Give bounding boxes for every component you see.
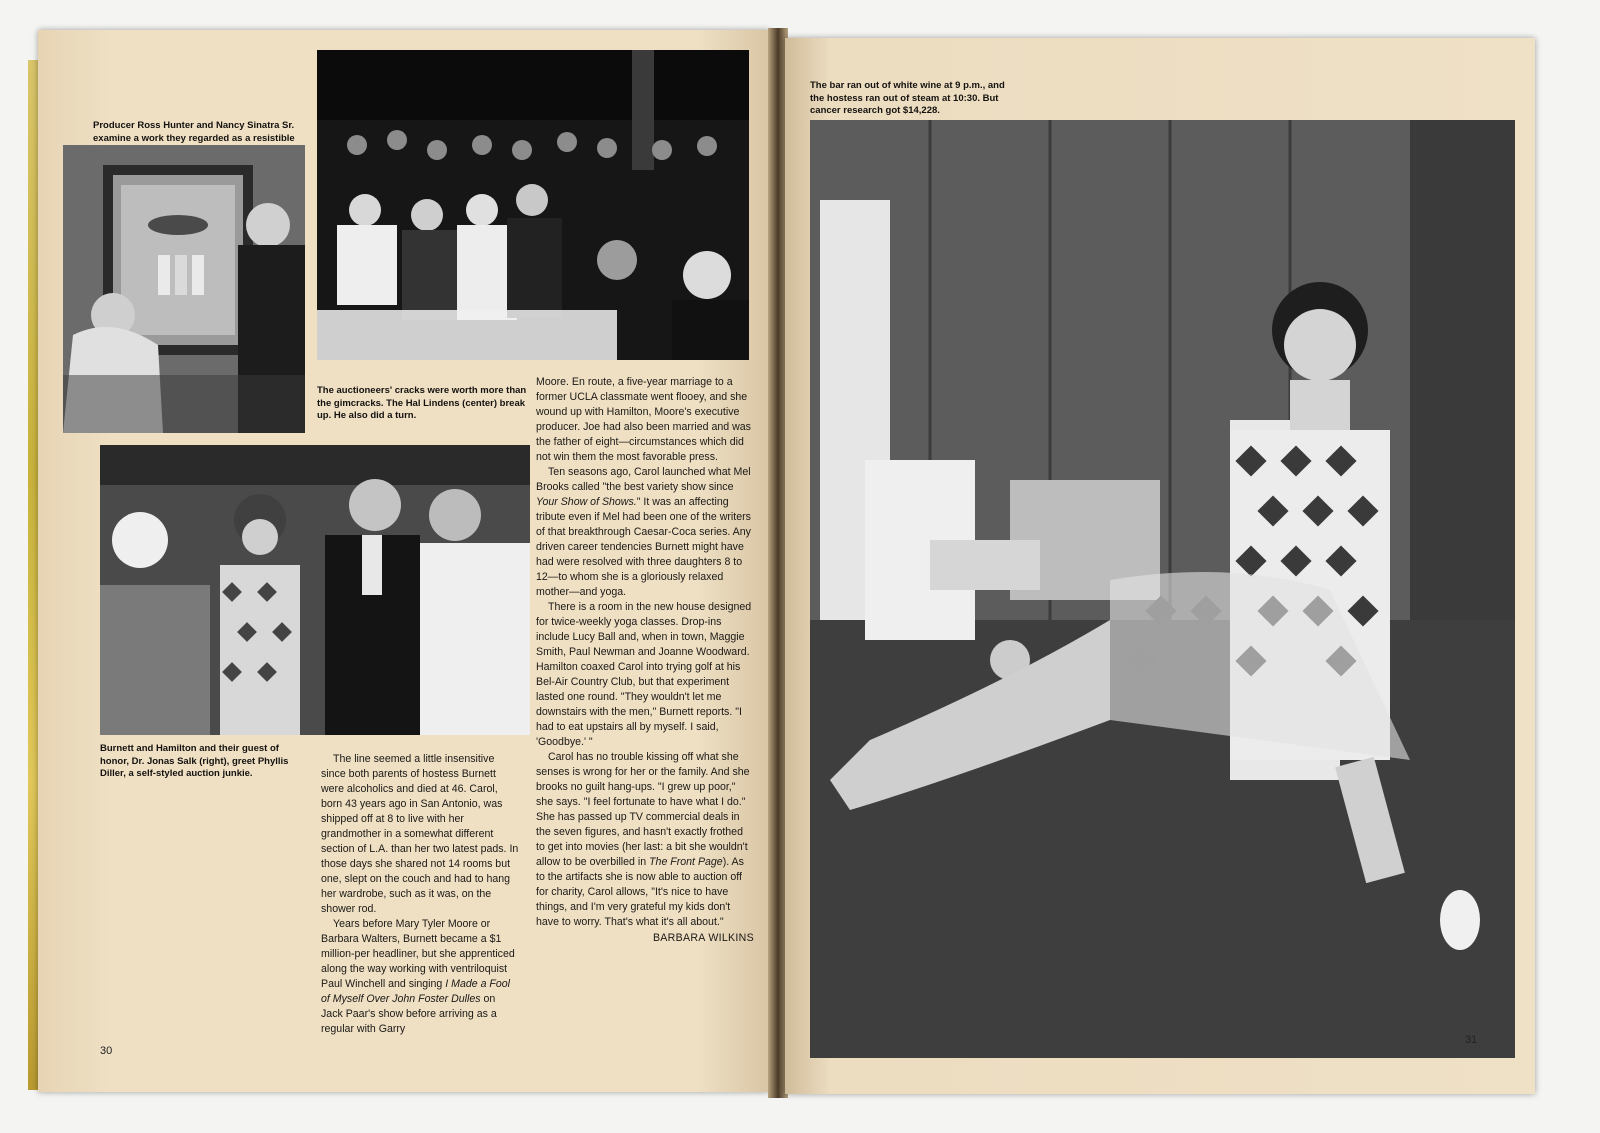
left-page: [38, 30, 770, 1092]
caption-bar-ran-out: The bar ran out of white wine at 9 p.m., and the hostess ran out of steam at 10:30. But cancer research got $14,228.: [810, 80, 1005, 116]
paragraph: The line seemed a little insensitive since both parents of hostess Burnett were alcoholics and died at 46. Carol, born 43 years ago in San Antonio, was shipped off at 8 to live with her grandmother in a somewhat different section of L.A. than her two latest pads. In those days she shared not 14 rooms but one, slept on the couch and had to hang her wardrobe, such as it was, on the shower rod.: [321, 753, 519, 915]
caption-auctioneers: The auctioneers' cracks were worth more than the gimcracks. The Hal Lindens (center) break up. He also did a turn.: [317, 385, 527, 421]
caption-burnett: Burnett and Hamilton and their guest of honor, Dr. Jonas Salk (right), greet Phyllis Diller, a self-styled auction junkie.: [100, 743, 289, 779]
photo-burnett-salk-diller: [100, 445, 530, 735]
paragraph: Ten seasons ago, Carol launched what Mel Brooks called "the best variety show since Your Show of Shows." It was an affecting tribute even if Mel had been one of the writers of that breakthrough Caesar-Coca series. Any driven career tendencies Burnett might have had were resolved with three daughters 8 to 12—to whom she is a gloriously relaxed mother—and yoga.: [536, 466, 751, 598]
page-number-left: 30: [100, 1045, 113, 1057]
paragraph: There is a room in the new house designed for twice-weekly yoga classes. Drop-ins include Lucy Ball and, when in town, Maggie Smith, Paul Newman and Joanne Woodward. Hamilton coaxed Carol into trying golf at his Bel-Air Country Club, but that experiment lasted one round. "They wouldn't let me downstairs with the men," Burnett reports. "I had to eat upstairs all by myself. I said, 'Goodbye.' ": [536, 601, 752, 748]
caption-hunter: Producer Ross Hunter and Nancy Sinatra Sr. examine a work they regarded as a resistible: [93, 120, 295, 144]
article-column-1: [321, 752, 519, 1037]
byline: BARBARA WILKINS: [652, 932, 754, 944]
right-page: [785, 38, 1535, 1094]
paragraph: Carol has no trouble kissing off what she senses is wrong for her or the family. And she brooks no guilt hang-ups. "I grew up poor," she says. "I feel fortunate to have what I do." She has passed up TV commercial deals in the seven figures, and hasn't exactly frothed to get into movies (her last: a bit she wouldn't allow to be overbilled in The Front Page). As to the artifacts she is now able to auction off for charity, Carol allows, "It's nice to have things, and I'm very grateful my kids don't have to worry. That's what it's all about.": [536, 751, 750, 928]
paragraph: Moore. En route, a five-year marriage to a former UCLA classmate went flooey, and she wound up with Hamilton, Moore's executive producer. Joe had also been married and was the father of eight—circumstances which did not win them the most favorable press.: [536, 376, 751, 463]
page-number-right: 31: [1465, 1034, 1478, 1046]
photo-hunter-sinatra: [63, 145, 305, 433]
article-column-2: [536, 375, 754, 946]
photo-carol-burnett-floor: [810, 120, 1515, 1058]
photo-auction-audience: [317, 50, 749, 360]
paragraph: Years before Mary Tyler Moore or Barbara Walters, Burnett became a $1 million-per headliner, but she apprenticed along the way working with ventriloquist Paul Winchell and singing I Made a Fool of Myself Over John Foster Dulles on Jack Paar's show before arriving as a regular with Garry: [321, 918, 515, 1035]
